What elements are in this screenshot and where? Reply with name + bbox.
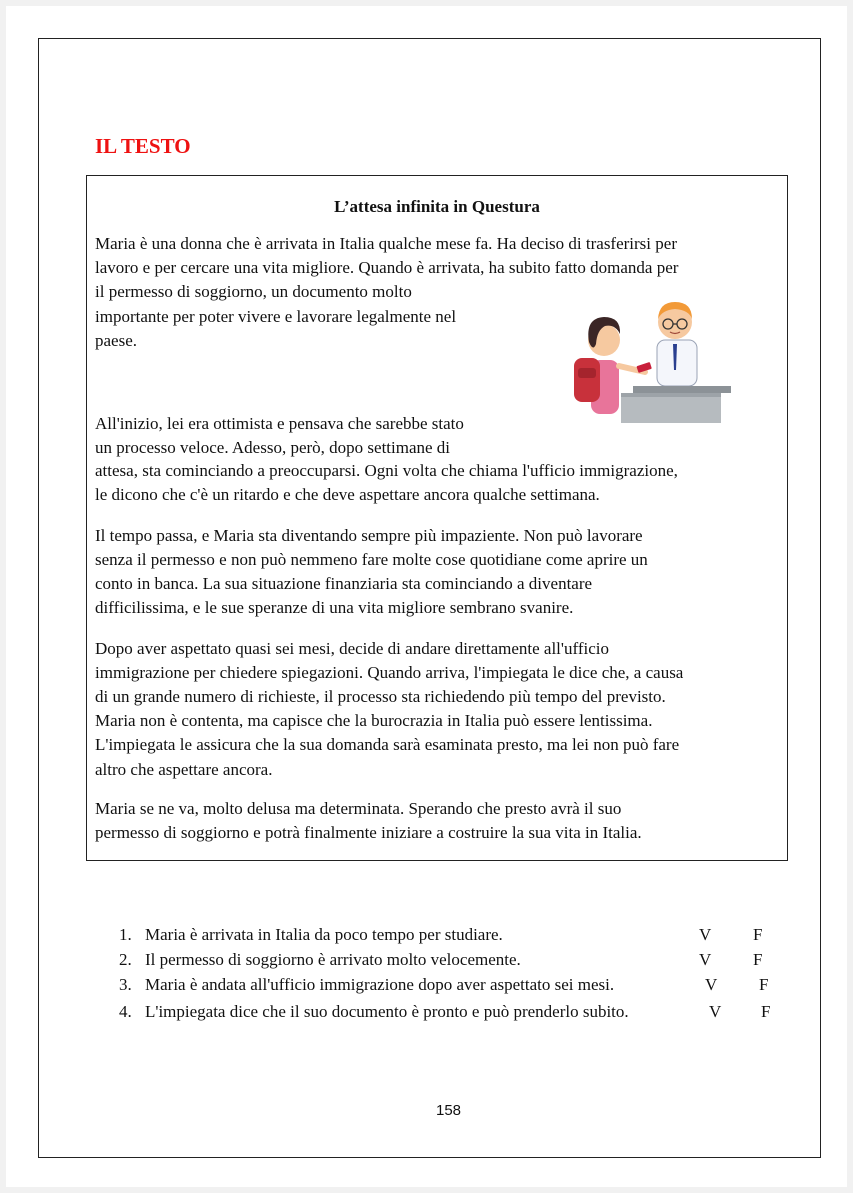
false-option[interactable]: F xyxy=(753,950,763,969)
story-line: immigrazione per chiedere spiegazioni. Quando arriva, l'impiegata le dice che, a causa xyxy=(95,663,684,682)
story-line: lavoro e per cercare una vita migliore. Quando è arrivata, ha subito fatto domanda per xyxy=(95,258,679,277)
quiz-number: 3. xyxy=(119,975,132,994)
false-option[interactable]: F xyxy=(761,1002,771,1021)
story-line: attesa, sta cominciando a preoccuparsi. Ogni volta che chiama l'ufficio immigrazione, xyxy=(95,461,678,480)
page-number: 158 xyxy=(435,1102,462,1119)
story-line: senza il permesso e non può nemmeno fare molte cose quotidiane come aprire un xyxy=(95,550,648,569)
false-option[interactable]: F xyxy=(759,975,769,994)
false-option[interactable]: F xyxy=(753,925,763,944)
true-option[interactable]: V xyxy=(709,1002,722,1021)
section-title: IL TESTO xyxy=(95,134,191,158)
story-line: Maria se ne va, molto delusa ma determinata. Sperando che presto avrà il suo xyxy=(95,799,622,818)
questura-counter-illustration xyxy=(571,300,731,424)
true-option[interactable]: V xyxy=(705,975,718,994)
story-line: le dicono che c'è un ritardo e che deve aspettare ancora qualche settimana. xyxy=(95,485,600,504)
story-line: L'impiegata le assicura che la sua domanda sarà esaminata presto, ma lei non può fare xyxy=(95,735,680,754)
quiz-number: 4. xyxy=(119,1002,132,1021)
quiz-statement: Maria è arrivata in Italia da poco tempo per studiare. xyxy=(145,925,503,944)
true-option[interactable]: V xyxy=(699,925,712,944)
story-line: All'inizio, lei era ottimista e pensava che sarebbe stato xyxy=(95,414,464,433)
quiz-statement: Maria è andata all'ufficio immigrazione dopo aver aspettato sei mesi. xyxy=(145,975,615,994)
story-title: L’attesa infinita in Questura xyxy=(334,197,540,216)
quiz-number: 1. xyxy=(119,925,132,944)
story-line: permesso di soggiorno e potrà finalmente iniziare a costruire la sua vita in Italia. xyxy=(95,823,642,842)
story-line: il permesso di soggiorno, un documento molto xyxy=(95,282,412,301)
story-line: Maria non è contenta, ma capisce che la burocrazia in Italia può essere lentissima. xyxy=(95,711,653,730)
story-line: Dopo aver aspettato quasi sei mesi, decide di andare direttamente all'ufficio xyxy=(95,639,609,658)
true-option[interactable]: V xyxy=(699,950,712,969)
story-line: un processo veloce. Adesso, però, dopo settimane di xyxy=(95,438,451,457)
story-line: paese. xyxy=(95,331,138,350)
story-line: importante per poter vivere e lavorare legalmente nel xyxy=(95,307,457,326)
quiz-number: 2. xyxy=(119,950,132,969)
story-line: di un grande numero di richieste, il processo sta richiedendo più tempo del previsto. xyxy=(95,687,666,706)
story-line: Il tempo passa, e Maria sta diventando sempre più impaziente. Non può lavorare xyxy=(95,526,643,545)
story-box xyxy=(86,175,788,861)
story-line: Maria è una donna che è arrivata in Italia qualche mese fa. Ha deciso di trasferirsi per xyxy=(95,234,677,253)
quiz-statement: Il permesso di soggiorno è arrivato molto velocemente. xyxy=(145,950,521,969)
story-line: difficilissima, e le sue speranze di una vita migliore sembrano svanire. xyxy=(95,598,574,617)
quiz-statement: L'impiegata dice che il suo documento è pronto e può prenderlo subito. xyxy=(145,1002,629,1021)
story-line: altro che aspettare ancora. xyxy=(95,760,273,779)
story-line: conto in banca. La sua situazione finanziaria sta cominciando a diventare xyxy=(95,574,593,593)
